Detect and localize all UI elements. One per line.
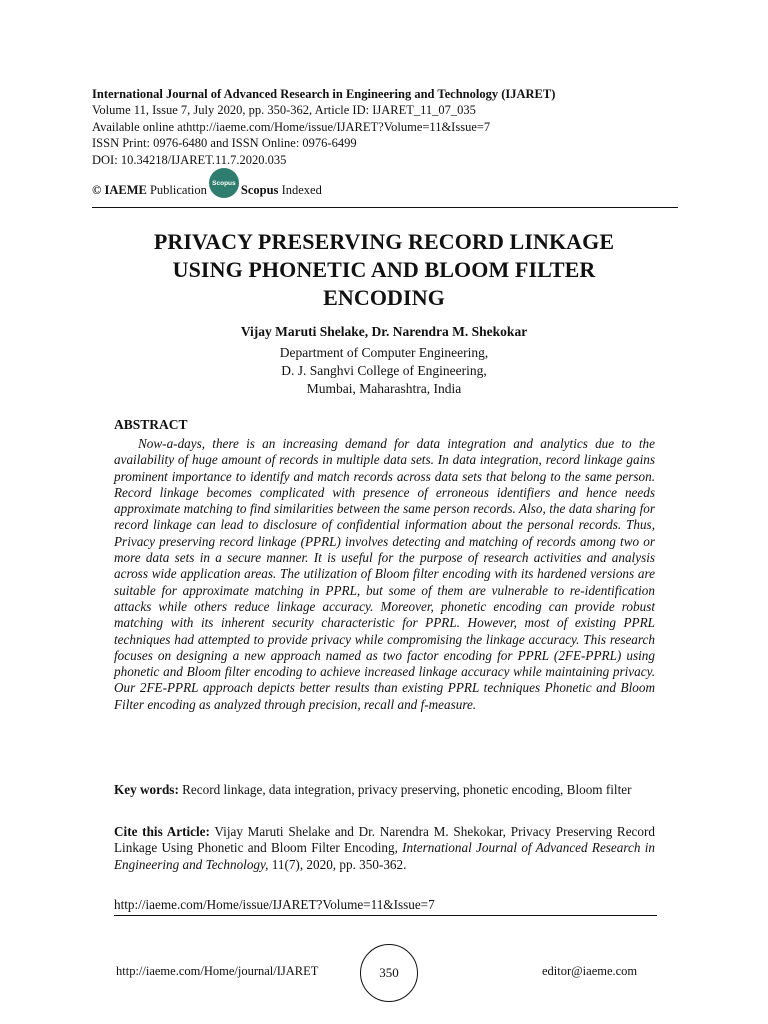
location: Mumbai, Maharashtra, India (306, 381, 462, 396)
journal-header (92, 86, 682, 168)
college: D. J. Sanghvi College of Engineering, (281, 363, 487, 378)
paper-title (92, 228, 676, 312)
footer-divider (114, 915, 657, 916)
availability-line: Available online athttp://iaeme.com/Home/issue/IJARET?Volume=11&Issue=7 (92, 119, 491, 134)
scopus-logo-icon (209, 168, 239, 198)
indexed-text: Indexed (278, 182, 322, 197)
article-url-link[interactable]: http://iaeme.com/Home/issue/IJARET?Volume=11&Issue=7 (114, 897, 435, 912)
citation-tail: 11(7), 2020, pp. 350-362. (268, 856, 407, 872)
page-number: 350 (379, 965, 399, 980)
footer-journal-url[interactable]: http://iaeme.com/Home/journal/IJARET (116, 964, 319, 978)
citation-block (114, 824, 655, 873)
footer-email[interactable]: editor@iaeme.com (542, 964, 638, 978)
citation-text: Vijay Maruti Shelake and Dr. Narendra M. Shekokar, Privacy Preserving Record Linkage Using Phonetic and Bloom Filter Encoding, (114, 824, 655, 856)
copyright-text: © IAEME (92, 182, 147, 197)
title-line-1: PRIVACY PRESERVING RECORD LINKAGE (153, 229, 615, 254)
keywords-text: Record linkage, data integration, privacy preserving, phonetic encoding, Bloom filter (178, 782, 632, 797)
title-line-2: USING PHONETIC AND BLOOM FILTER (172, 257, 596, 282)
scopus-text: Scopus (240, 182, 279, 197)
publisher-row (92, 175, 682, 205)
keywords-label: Key words: (114, 782, 179, 797)
citation-journal: International Journal of Advanced Research in Engineering and Technology, (114, 840, 655, 872)
page-number-badge (360, 944, 418, 1002)
publication-text: Publication (146, 182, 207, 197)
abstract-body: Now-a-days, there is an increasing demand for data integration and analytics due to the availability of huge amount of records in multiple data sets. In data integration, record linkage gains prominent importance to identify and match records across data sets that belong to the same person. Record linkage becomes complicated with presence of erroneous identifiers and hence needs approximate matching to find similarities between the same person records. Also, the data sharing for record linkage can lead to disclosure of confidential information about the personal records. Thus, Privacy preserving record linkage (PPRL) involves detecting and matching of records among two or more data sets in a secure manner. It is useful for the purpose of research activities and analysis across wide application areas. The utilization of Bloom filter encoding with its hardened versions are suitable for approximate matching in PPRL, but some of them are vulnerable to re-identification attacks while others reduce linkage accuracy. Moreover, phonetic encoding can provide robust matching with its inherent security characteristic for PPRL. However, most of existing PPRL techniques had attempted to provide privacy while compromising the linkage accuracy. This research focuses on designing a new approach named as two factor encoding for PPRL (2FE-PPRL) using phonetic and Bloom filter encoding to achieve increased linkage accuracy while maintaining privacy. Our 2FE-PPRL approach depicts better results than existing PPRL techniques Phonetic and Bloom Filter encoding as analyzed through precision, recall and f-measure. (114, 436, 655, 712)
issn-line: ISSN Print: 0976-6480 and ISSN Online: 0976-6499 (92, 136, 357, 151)
keywords-block (114, 782, 655, 798)
header-divider (92, 207, 678, 208)
journal-name: International Journal of Advanced Research in Engineering and Technology (IJARET) (92, 87, 556, 101)
affiliation-block (92, 344, 676, 398)
citation-label: Cite this Article: (114, 824, 210, 839)
author-list: Vijay Maruti Shelake, Dr. Narendra M. Shekokar (240, 324, 528, 339)
volume-info: Volume 11, Issue 7, July 2020, pp. 350-362, Article ID: IJARET_11_07_035 (92, 103, 476, 118)
department: Department of Computer Engineering, (279, 345, 489, 360)
scopus-logo-text: Scopus (212, 179, 236, 187)
doi-line: DOI: 10.34218/IJARET.11.7.2020.035 (92, 152, 287, 167)
title-line-3: ENCODING (323, 285, 445, 310)
abstract-heading: ABSTRACT (114, 417, 188, 432)
